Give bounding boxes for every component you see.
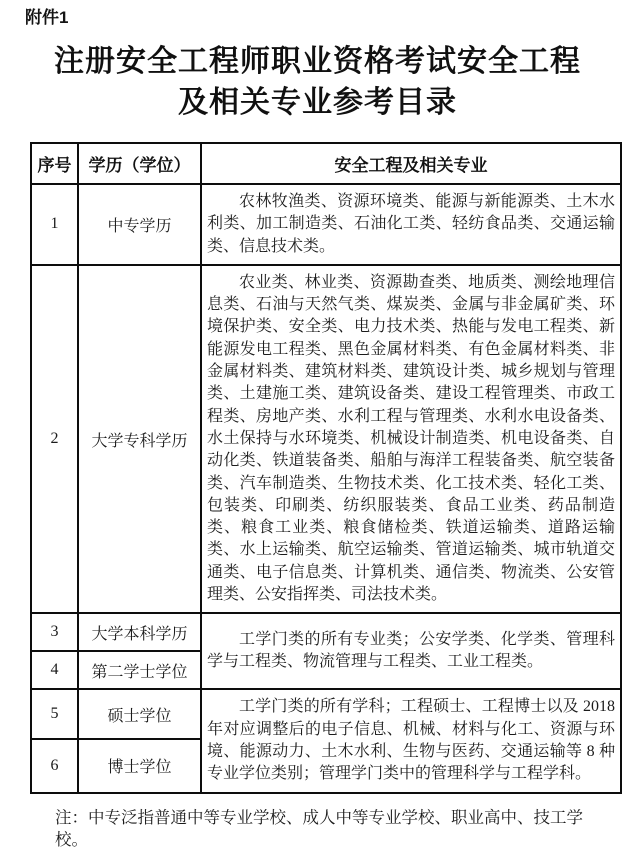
row3-degree: 大学本科学历 [78, 613, 201, 651]
header-majors: 安全工程及相关专业 [201, 143, 621, 184]
row3-serial: 3 [31, 613, 78, 651]
row5-serial: 5 [31, 689, 78, 739]
table-row [31, 184, 621, 265]
row4-serial: 4 [31, 651, 78, 689]
row2-degree: 大学专科学历 [78, 265, 201, 613]
degree-majors-table [30, 142, 622, 794]
row5-row6-majors [201, 689, 621, 792]
header-degree: 学历（学位） [78, 143, 201, 184]
row4-degree: 第二学士学位 [78, 651, 201, 689]
row5-row6-majors-text: 工学门类的所有学科；工程硕士、工程博士以及 2018 年对应调整后的电子信息、机械、材料与化工、资源与环境、能源动力、土木水利、生物与医药、交通运输等 8 种专业学位类别；管理学门类中的管理科学与工程学科。 [207, 698, 615, 783]
row3-row4-majors [201, 613, 621, 689]
row2-serial: 2 [31, 265, 78, 613]
footnote: 注：中专泛指普通中等专业学校、成人中等专业学校、职业高中、技工学校。 [55, 807, 583, 849]
header-serial-number: 序号 [31, 143, 78, 184]
table-row [31, 613, 621, 651]
document-title-line-2: 及相关专业参考目录 [178, 86, 457, 119]
row1-majors-text: 农林牧渔类、资源环境类、能源与新能源类、土木水利类、加工制造类、石油化工类、轻纺食品类、交通运输类、信息技术类。 [207, 193, 615, 255]
row2-majors [201, 265, 621, 613]
row6-degree: 博士学位 [78, 739, 201, 793]
table-header-row [31, 143, 621, 184]
row1-serial: 1 [31, 184, 78, 265]
row2-majors-text: 农业类、林业类、资源勘查类、地质类、测绘地理信息类、石油与天然气类、煤炭类、金属与非金属矿类、环境保护类、安全类、电力技术类、热能与发电工程类、新能源发电工程类、黑色金属材料类、有色金属材料类、非金属材料类、建筑材料类、建筑设计类、城乡规划与管理类、土建施工类、建筑设备类、建设工程管理类、市政工程类、房地产类、水利工程与管理类、水利水电设备类、水土保持与水环境类、机械设计制造类、机电设备类、自动化类、铁道装备类、船舶与海洋工程装备类、航空装备类、汽车制造类、生物技术类、化工技术类、轻化工类、包装类、印刷类、纺织服装类、食品工业类、药品制造类、粮食工业类、粮食储检类、铁道运输类、道路运输类、水上运输类、航空运输类、管道运输类、城市轨道交通类、电子信息类、计算机类、通信类、物流类、公安管理类、公安指挥类、司法技术类。 [207, 273, 615, 604]
table-row [31, 689, 621, 739]
row3-row4-majors-text: 工学门类的所有专业类；公安学类、化学类、管理科学与工程类、物流管理与工程类、工业工程类。 [207, 631, 615, 671]
row1-degree: 中专学历 [78, 184, 201, 265]
row5-degree: 硕士学位 [78, 689, 201, 739]
row1-majors [201, 184, 621, 265]
document-title [0, 41, 635, 123]
table-row [31, 265, 621, 613]
row6-serial: 6 [31, 739, 78, 793]
document-title-line-1: 注册安全工程师职业资格考试安全工程 [54, 45, 581, 78]
attachment-label: 附件1 [25, 8, 69, 27]
